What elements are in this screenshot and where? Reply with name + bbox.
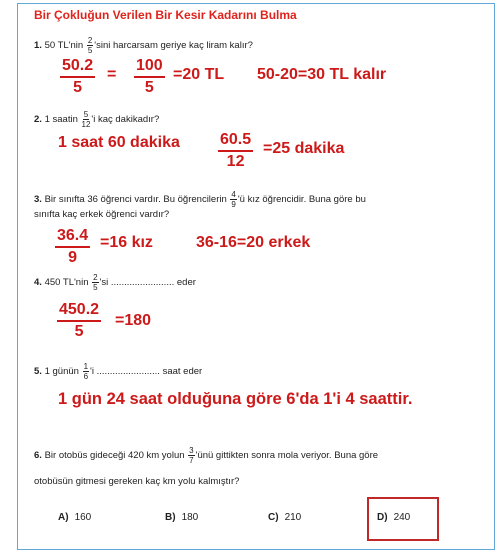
question-2: 2. 1 saatin $\frac{5}{12}$ 'i kaç dakikadır? <box>34 110 160 129</box>
question-3-line-2: sınıfta kaç erkek öğrenci vardır? <box>34 209 170 220</box>
answer-4-result: =180 <box>115 312 152 329</box>
option-d[interactable]: D) 240 <box>377 512 411 523</box>
answer-highlight-box <box>367 497 439 541</box>
fraction: $\frac{3}{7}$ <box>189 446 194 465</box>
question-6-line-2: otobüsün gitmesi gereken kaç km yolu kalmıştır? <box>34 476 240 487</box>
question-number: 1. <box>34 40 42 52</box>
fraction: $\frac{1}{6}$ <box>83 362 89 381</box>
question-6: 6. Bir otobüs gideceği 420 km yolun $\frac{3}{7}$ 'ünü gittikten sonra mola veriyor. Buna göre <box>34 446 379 465</box>
option-c[interactable]: C) 210 <box>268 512 302 523</box>
answer-3-result: =16 kız <box>100 234 153 251</box>
answer-1-result: =20 TL <box>173 66 225 83</box>
question-number: 3. <box>34 194 42 206</box>
question-number: 5. <box>34 366 42 378</box>
answer-2-text: 1 saat 60 dakika <box>58 134 180 151</box>
question-3: 3. Bir sınıfta 36 öğrenci vardır. Bu öğrencilerin $\frac{4}{9}$ 'ü kız öğrencidir. Buna göre bu <box>34 190 366 209</box>
option-b[interactable]: B) 180 <box>165 512 199 523</box>
fraction: $\frac{5}{12}$ <box>81 110 91 129</box>
answer-3-extra: 36-16=20 erkek <box>196 234 311 251</box>
fraction: $\frac{2}{5}$ <box>93 273 98 292</box>
answer-4-fraction: 450.2 5 <box>59 301 100 340</box>
answer-1-equals: = <box>107 66 117 83</box>
option-a[interactable]: A) 160 <box>58 512 92 523</box>
question-number: 4. <box>34 277 42 289</box>
answer-1-extra: 50-20=30 TL kalır <box>257 66 387 83</box>
question-4: 4. 450 TL'nin $\frac{2}{5}$ 'si ........................ eder <box>34 273 196 292</box>
fraction: $\frac{4}{9}$ <box>231 190 236 209</box>
worksheet-title: Bir Çokluğun Verilen Bir Kesir Kadarını Bulma <box>34 8 297 22</box>
question-number: 2. <box>34 114 42 126</box>
answer-1-fraction-2: 100 5 <box>136 57 163 96</box>
answer-2-fraction: 60.5 12 <box>220 131 252 170</box>
answer-1-fraction-1: 50.2 5 <box>62 57 94 96</box>
question-number: 6. <box>34 450 42 462</box>
answer-3-fraction: 36.4 9 <box>57 227 89 266</box>
question-1: 1. 50 TL'nin $\frac{2}{5}$ 'sini harcarsam geriye kaç liram kalır? <box>34 36 253 55</box>
answer-5-text: 1 gün 24 saat olduğuna göre 6'da 1'i 4 saattir. <box>58 390 413 408</box>
fraction: $\frac{2}{5}$ <box>87 36 93 55</box>
answer-2-result: =25 dakika <box>263 140 345 157</box>
question-5: 5. 1 günün $\frac{1}{6}$ 'i ........................ saat eder <box>34 362 203 381</box>
